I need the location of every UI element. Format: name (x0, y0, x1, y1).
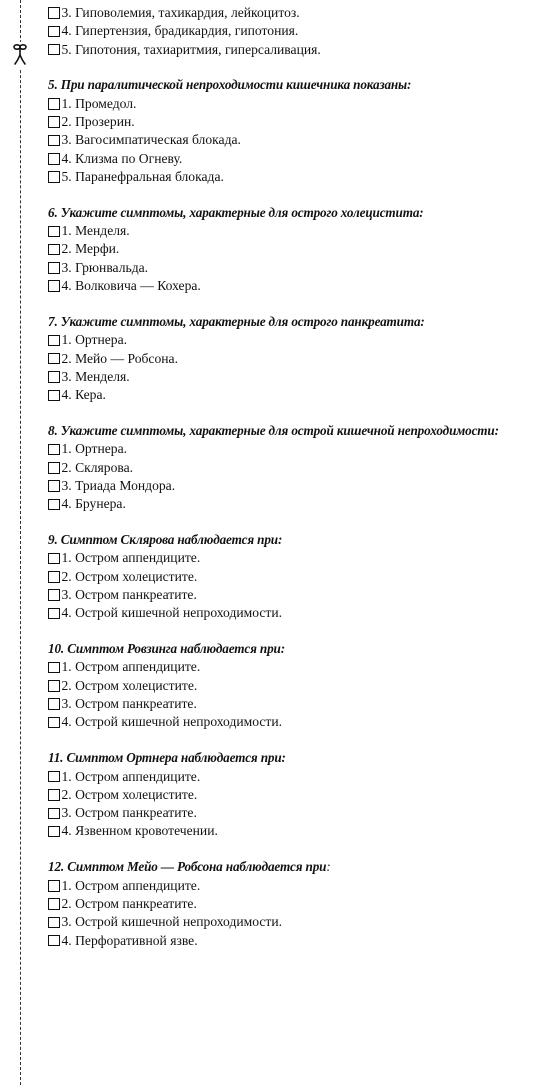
question-text: Симптом Ровзинга наблюдается при: (67, 641, 285, 657)
answer-option (48, 41, 538, 59)
answer-option-label: 2. Остром холецистите. (61, 568, 198, 584)
question-block (48, 749, 538, 840)
answer-option-label: 1. Остром аппендиците. (61, 877, 201, 893)
answer-option-label: 3. Остром панкреатите. (61, 805, 197, 821)
question-block (48, 313, 538, 404)
answer-option (48, 658, 538, 676)
answer-option (48, 713, 538, 731)
answer-option-label: 4. Перфоративной язве. (61, 932, 198, 948)
answer-option-label: 2. Остром холецистите. (61, 677, 198, 693)
question-block (48, 4, 538, 59)
question-title-suffix: : (326, 859, 331, 875)
answer-option (48, 168, 538, 186)
answer-option-label: 3. Триада Мондора. (61, 477, 176, 493)
question-block (48, 531, 538, 622)
checkbox-icon[interactable] (48, 771, 60, 783)
answer-option-label: 4. Гипертензия, брадикардия, гипотония. (61, 23, 299, 39)
answer-option (48, 786, 538, 804)
question-text: Симптом Ортнера наблюдается при: (66, 750, 286, 766)
question-block (48, 640, 538, 731)
question-block (48, 204, 538, 295)
checkbox-icon[interactable] (48, 371, 60, 383)
answer-option-label: 4. Язвенном кровотечении. (61, 823, 218, 839)
test-content (48, 4, 538, 967)
checkbox-icon[interactable] (48, 608, 60, 620)
checkbox-icon[interactable] (48, 499, 60, 511)
answer-option (48, 586, 538, 604)
question-title (48, 640, 538, 658)
answer-option (48, 677, 538, 695)
question-block (48, 858, 538, 949)
answer-option (48, 549, 538, 567)
answer-option-label: 2. Остром панкреатите. (61, 895, 197, 911)
checkbox-icon[interactable] (48, 226, 60, 238)
answer-option (48, 913, 538, 931)
checkbox-icon[interactable] (48, 353, 60, 365)
checkbox-icon[interactable] (48, 808, 60, 820)
answer-option (48, 350, 538, 368)
checkbox-icon[interactable] (48, 880, 60, 892)
answer-option-label: 5. Гипотония, тахиаритмия, гиперсаливация. (61, 41, 321, 57)
question-text: Укажите симптомы, характерные для острого панкреатита: (60, 313, 425, 329)
checkbox-icon[interactable] (48, 280, 60, 292)
answer-option (48, 459, 538, 477)
answer-option (48, 131, 538, 149)
answer-option (48, 259, 538, 277)
answer-option (48, 822, 538, 840)
checkbox-icon[interactable] (48, 171, 60, 183)
question-title (48, 422, 538, 440)
answer-option-label: 1. Менделя. (61, 223, 130, 239)
answer-option-label: 3. Остром панкреатите. (61, 696, 197, 712)
answer-option-label: 1. Ортнера. (61, 332, 128, 348)
question-text: Укажите симптомы, характерные для острой кишечной непроходимости: (60, 423, 499, 439)
answer-option-label: 3. Остром панкреатите. (61, 586, 197, 602)
checkbox-icon[interactable] (48, 589, 60, 601)
answer-option-label: 2. Мерфи. (61, 241, 120, 257)
answer-option (48, 477, 538, 495)
answer-option (48, 222, 538, 240)
checkbox-icon[interactable] (48, 680, 60, 692)
answer-option (48, 604, 538, 622)
question-number: 11. (48, 750, 64, 766)
checkbox-icon[interactable] (48, 917, 60, 929)
checkbox-icon[interactable] (48, 898, 60, 910)
answer-option (48, 4, 538, 22)
answer-option-label: 1. Ортнера. (61, 441, 128, 457)
checkbox-icon[interactable] (48, 135, 60, 147)
question-text: При паралитической непроходимости кишечника показаны: (60, 77, 412, 93)
checkbox-icon[interactable] (48, 826, 60, 838)
answer-option (48, 932, 538, 950)
answer-option (48, 150, 538, 168)
answer-option (48, 22, 538, 40)
checkbox-icon[interactable] (48, 44, 60, 56)
scissors-icon (6, 42, 34, 70)
answer-option-label: 3. Грюнвальда. (61, 259, 149, 275)
question-number: 5. (48, 77, 58, 93)
checkbox-icon[interactable] (48, 571, 60, 583)
answer-option-label: 3. Гиповолемия, тахикардия, лейкоцитоз. (61, 5, 300, 20)
checkbox-icon[interactable] (48, 7, 60, 19)
answer-option (48, 768, 538, 786)
answer-option (48, 368, 538, 386)
answer-option (48, 386, 538, 404)
answer-option (48, 277, 538, 295)
checkbox-icon[interactable] (48, 935, 60, 947)
answer-option-label: 3. Острой кишечной непроходимости. (61, 914, 283, 930)
checkbox-icon[interactable] (48, 662, 60, 674)
question-title (48, 749, 538, 767)
question-title (48, 858, 538, 876)
answer-option-label: 3. Вагосимпатическая блокада. (61, 132, 241, 148)
question-number: 8. (48, 423, 58, 439)
question-block (48, 76, 538, 186)
answer-option-label: 2. Мейо — Робсона. (61, 350, 178, 366)
answer-option-label: 2. Прозерин. (61, 114, 135, 130)
answer-option-label: 1. Промедол. (61, 95, 137, 111)
checkbox-icon[interactable] (48, 480, 60, 492)
answer-option (48, 804, 538, 822)
answer-option-label: 4. Волковича — Кохера. (61, 278, 201, 294)
question-number: 7. (48, 313, 58, 329)
checkbox-icon[interactable] (48, 789, 60, 801)
question-number: 12. (48, 859, 65, 875)
question-number: 9. (48, 532, 58, 548)
cut-line (20, 0, 21, 1085)
answer-option-label: 4. Клизма по Огневу. (61, 150, 183, 166)
checkbox-icon[interactable] (48, 262, 60, 274)
checkbox-icon[interactable] (48, 26, 60, 38)
checkbox-icon[interactable] (48, 98, 60, 110)
answer-option (48, 568, 538, 586)
answer-option (48, 240, 538, 258)
answer-option-label: 4. Острой кишечной непроходимости. (61, 714, 283, 730)
answer-option (48, 95, 538, 113)
answer-option (48, 877, 538, 895)
checkbox-icon[interactable] (48, 444, 60, 456)
question-number: 10. (48, 641, 65, 657)
question-text: Укажите симптомы, характерные для острого холецистита: (60, 204, 424, 220)
answer-option-label: 5. Паранефральная блокада. (61, 168, 224, 184)
answer-option (48, 440, 538, 458)
answer-option-label: 2. Склярова. (61, 459, 134, 475)
checkbox-icon[interactable] (48, 153, 60, 165)
answer-option-label: 1. Остром аппендиците. (61, 550, 201, 566)
answer-option-label: 2. Остром холецистите. (61, 786, 198, 802)
answer-option (48, 113, 538, 131)
question-title (48, 313, 538, 331)
question-title (48, 531, 538, 549)
checkbox-icon[interactable] (48, 335, 60, 347)
question-block (48, 422, 538, 513)
answer-option-label: 4. Брунера. (61, 496, 126, 512)
answer-option-label: 1. Остром аппендиците. (61, 768, 201, 784)
checkbox-icon[interactable] (48, 462, 60, 474)
answer-option-label: 3. Менделя. (61, 368, 130, 384)
checkbox-icon[interactable] (48, 244, 60, 256)
checkbox-icon[interactable] (48, 116, 60, 128)
checkbox-icon[interactable] (48, 717, 60, 729)
checkbox-icon[interactable] (48, 698, 60, 710)
answer-option-label: 4. Острой кишечной непроходимости. (61, 605, 283, 621)
answer-option (48, 495, 538, 513)
answer-option (48, 331, 538, 349)
question-text: Симптом Мейо — Робсона наблюдается при (67, 859, 327, 875)
answer-option-label: 1. Остром аппендиците. (61, 659, 201, 675)
checkbox-icon[interactable] (48, 390, 60, 402)
checkbox-icon[interactable] (48, 553, 60, 565)
question-text: Симптом Склярова наблюдается при: (60, 532, 283, 548)
question-title (48, 204, 538, 222)
answer-option (48, 695, 538, 713)
question-number: 6. (48, 204, 58, 220)
answer-option (48, 895, 538, 913)
answer-option-label: 4. Кера. (61, 387, 106, 403)
question-title (48, 76, 538, 94)
